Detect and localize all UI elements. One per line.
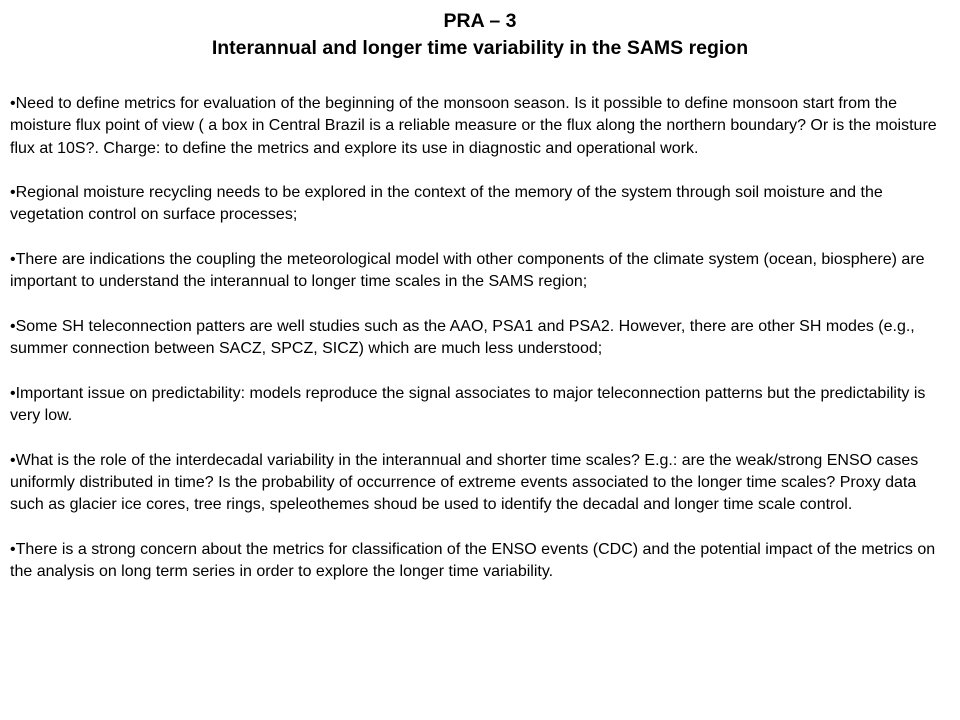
bullet-item-sh-teleconnection <box>10 316 945 361</box>
bullet-text: There are indications the coupling the meteorological model with other components of the climate system (ocean, biosphere) are important to understand the interannual to longer time scales in the SAMS region; <box>10 251 925 291</box>
slide-title-line-2: Interannual and longer time variability in the SAMS region <box>211 37 749 59</box>
bullet-text: Regional moisture recycling needs to be explored in the context of the memory of the system through soil moisture and the vegetation control on surface processes; <box>10 184 883 224</box>
bullet-item-monsoon-metrics <box>10 93 945 160</box>
bullet-text: Important issue on predictability: models reproduce the signal associates to major teleconnection patterns but the predictability is very low. <box>10 384 926 425</box>
bullet-item-predictability <box>10 383 945 428</box>
bullet-marker: • <box>10 317 16 335</box>
bullet-text: Need to define metrics for evaluation of the beginning of the monsoon season. Is it possible to define monsoon start from the moisture flux point of view ( a box in Central Brazil is a reliable measure or the flux along the northern boundary? Or is the moisture flux at 10S?. Charge: to define the metrics and explore its use in diagnostic and operational work. <box>10 95 937 157</box>
bullet-list <box>10 93 945 606</box>
bullet-marker: • <box>10 451 16 469</box>
bullet-text: Some SH teleconnection patters are well studies such as the AAO, PSA1 and PSA2. However, there are other SH modes (e.g., summer connection between SACZ, SPCZ, SICZ) which are much less understood; <box>10 317 915 358</box>
slide-title <box>0 8 960 62</box>
bullet-item-moisture-recycling <box>10 182 945 227</box>
bullet-marker: • <box>10 184 16 202</box>
bullet-marker: • <box>10 95 16 112</box>
bullet-text: What is the role of the interdecadal variability in the interannual and shorter time scales? E.g.: are the weak/strong ENSO cases uniformly distributed in time? Is the probability of occurrence of extreme events associated to the longer time scales? Proxy data such as glacier ice cores, tree rings, speleothemes shoud be used to identify the decadal and longer time scale control. <box>10 451 919 514</box>
bullet-marker: • <box>10 384 16 402</box>
bullet-text: There is a strong concern about the metrics for classification of the ENSO events (CDC) and the potential impact of the metrics on the analysis on long term series in order to explore the longer time variability. <box>10 540 936 581</box>
bullet-marker: • <box>10 251 16 269</box>
bullet-marker: • <box>10 540 16 558</box>
bullet-item-enso-metrics <box>10 539 945 584</box>
slide-title-line-1: PRA – 3 <box>443 10 517 32</box>
bullet-item-model-coupling <box>10 249 945 294</box>
bullet-item-interdecadal-variability <box>10 450 945 517</box>
